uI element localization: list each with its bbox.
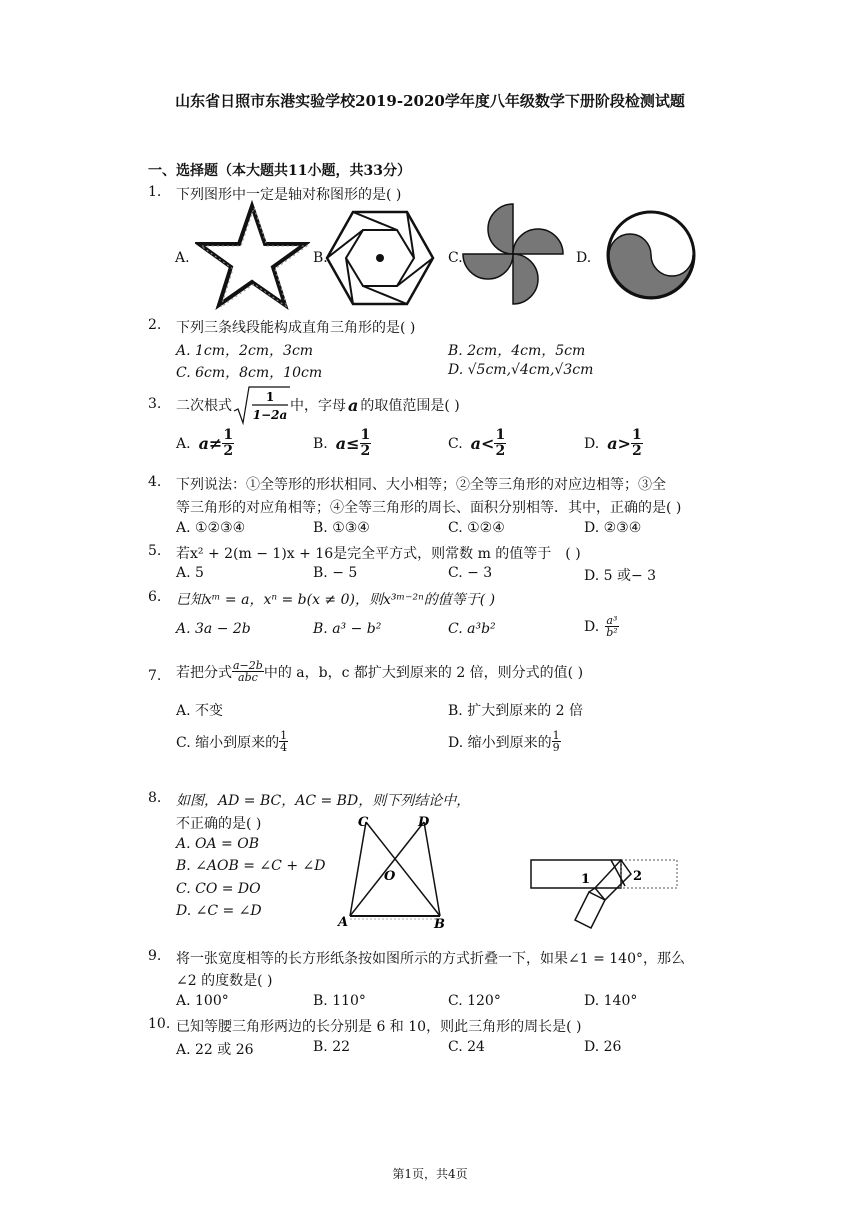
q7-option-d: D. 缩小到原来的 $\frac{1}{9}$ — [448, 729, 560, 754]
q1-option-b: B. — [313, 250, 328, 266]
q5-option-c: C. − 3 — [448, 565, 493, 581]
q8-option-b: B. ∠AOB = ∠C + ∠D — [176, 858, 326, 874]
q8-stem-line1: 如图，AD = BC，AC = BD，则下列结论中， — [176, 793, 471, 809]
q8-number: 8. — [148, 790, 162, 806]
q9-number: 9. — [148, 948, 162, 964]
q8-option-a: A. OA = OB — [176, 836, 259, 852]
q1-stem: 下列图形中一定是轴对称图形的是( ) — [176, 187, 402, 203]
q5-number: 5. — [148, 543, 162, 559]
q6-option-c: C. a³b² — [448, 621, 496, 637]
q4-option-a: A. ①②③④ — [176, 520, 246, 536]
q7-option-a: A. 不变 — [176, 703, 224, 719]
q1-option-d: D. — [576, 250, 592, 266]
q6-option-d: D. $\frac{\text{a³}}{\text{b²}}$ — [584, 614, 618, 639]
q5-stem: 若x² + 2(m − 1)x + 16是完全平方式，则常数 m 的值等于 ( ) — [176, 546, 581, 562]
q9-option-d: D. 140° — [584, 993, 638, 1009]
q6-option-a: A. 3a − 2b — [176, 621, 251, 637]
yin-yang-figure — [605, 208, 697, 302]
label-d: D — [418, 815, 430, 830]
q3-letter: a — [348, 395, 359, 415]
q5-option-d: D. 5 或− 3 — [584, 568, 657, 584]
q10-option-b: B. 22 — [313, 1039, 351, 1055]
q10-option-c: C. 24 — [448, 1039, 485, 1055]
q1-option-c: C. — [448, 250, 463, 266]
q1-option-a: A. — [175, 250, 190, 266]
pinwheel-figure — [460, 202, 566, 306]
q7-option-c: C. 缩小到原来的 $\frac{1}{4}$ — [176, 729, 288, 754]
q8-option-d: D. ∠C = ∠D — [176, 903, 262, 919]
label-a: A — [338, 915, 349, 930]
q3-option-c: C. a< 1 2 — [448, 427, 506, 459]
q2-option-d: D. √5cm,√4cm,√3cm — [448, 362, 594, 378]
q3-option-b: B. a≤ $\frac{1}{2}$ — [313, 427, 371, 459]
q3-stem-b: 中，字母 — [290, 398, 346, 414]
section-heading: 一、选择题（本大题共11小题，共33分） — [148, 163, 411, 179]
page-title: 山东省日照市东港实验学校2019-2020学年度八年级数学下册阶段检测试题 — [175, 92, 685, 110]
q10-option-d: D. 26 — [584, 1039, 622, 1055]
q6-stem: 已知xᵐ = a，xⁿ = b(x ≠ 0)，则x³ᵐ⁻²ⁿ的值等于( ) — [176, 592, 496, 608]
q5-option-a: A. 5 — [176, 565, 204, 581]
q2-number: 2. — [148, 317, 162, 333]
q4-number: 4. — [148, 474, 162, 490]
label-c: C — [358, 815, 369, 830]
q3-radical-den: 1−2a — [252, 408, 288, 422]
angle-2-label: 2 — [633, 869, 643, 884]
q9-stem-line2: ∠2 的度数是( ) — [176, 973, 273, 989]
angle-1-label: 1 — [581, 872, 591, 887]
folded-strip-figure — [525, 850, 685, 935]
q2-option-a: A. 1cm，2cm，3cm — [176, 343, 314, 359]
q3-stem-c: 的取值范围是( ) — [360, 398, 460, 414]
q10-option-a: A. 22 或 26 — [176, 1042, 254, 1058]
q2-stem: 下列三条线段能构成直角三角形的是( ) — [176, 320, 416, 336]
hexagon-figure — [325, 208, 435, 308]
q7-number: 7. — [148, 668, 162, 684]
label-b: B — [434, 917, 445, 932]
q10-number: 10. — [148, 1016, 171, 1032]
q5-option-b: B. − 5 — [313, 565, 358, 581]
q9-option-a: A. 100° — [176, 993, 229, 1009]
q3-option-d: D. a> 1 2 — [584, 427, 642, 459]
q3-number: 3. — [148, 396, 162, 412]
label-o: O — [384, 869, 396, 884]
q8-option-c: C. CO = DO — [176, 881, 261, 897]
q3-stem-a: 二次根式 — [176, 398, 232, 414]
q3-option-a: A. a≠ 1 2 — [176, 427, 234, 459]
q4-stem-line1: 下列说法：①全等形的形状相同、大小相等；②全等三角形的对应边相等；③全 — [176, 477, 666, 493]
q2-option-b: B. 2cm，4cm，5cm — [448, 343, 586, 359]
star-figure — [195, 200, 310, 312]
q9-option-c: C. 120° — [448, 993, 501, 1009]
q7-option-b: B. 扩大到原来的 2 倍 — [448, 703, 583, 719]
q3-radical — [232, 385, 290, 425]
q4-option-b: B. ①③④ — [313, 520, 370, 536]
q1-number: 1. — [148, 184, 162, 200]
q4-option-d: D. ②③④ — [584, 520, 642, 536]
q6-number: 6. — [148, 589, 162, 605]
q3-radical-num: 1 — [265, 390, 275, 404]
q4-option-c: C. ①②④ — [448, 520, 505, 536]
q7-stem: 若把分式 $\frac{a-2b}{\text{abc}}$ 中的 a，b，c 都扩大到原来的 2 倍，则分式的值( ) — [176, 659, 584, 684]
q9-stem-line1: 将一张宽度相等的长方形纸条按如图所示的方式折叠一下，如果∠1 = 140°，那么 — [176, 951, 685, 967]
q10-stem: 已知等腰三角形两边的长分别是 6 和 10，则此三角形的周长是( ) — [176, 1019, 582, 1035]
quadrilateral-figure — [330, 808, 465, 933]
q3-stem — [176, 385, 460, 425]
q4-stem-line2: 等三角形的对应角相等；④全等三角形的周长、面积分别相等．其中，正确的是( ) — [176, 500, 682, 516]
page-footer: 第1页，共4页 — [392, 1167, 468, 1181]
q8-stem-line2: 不正确的是( ) — [176, 816, 262, 832]
q2-option-c: C. 6cm，8cm，10cm — [176, 365, 323, 381]
q9-option-b: B. 110° — [313, 993, 366, 1009]
q6-option-b: B. a³ − b² — [313, 621, 382, 637]
